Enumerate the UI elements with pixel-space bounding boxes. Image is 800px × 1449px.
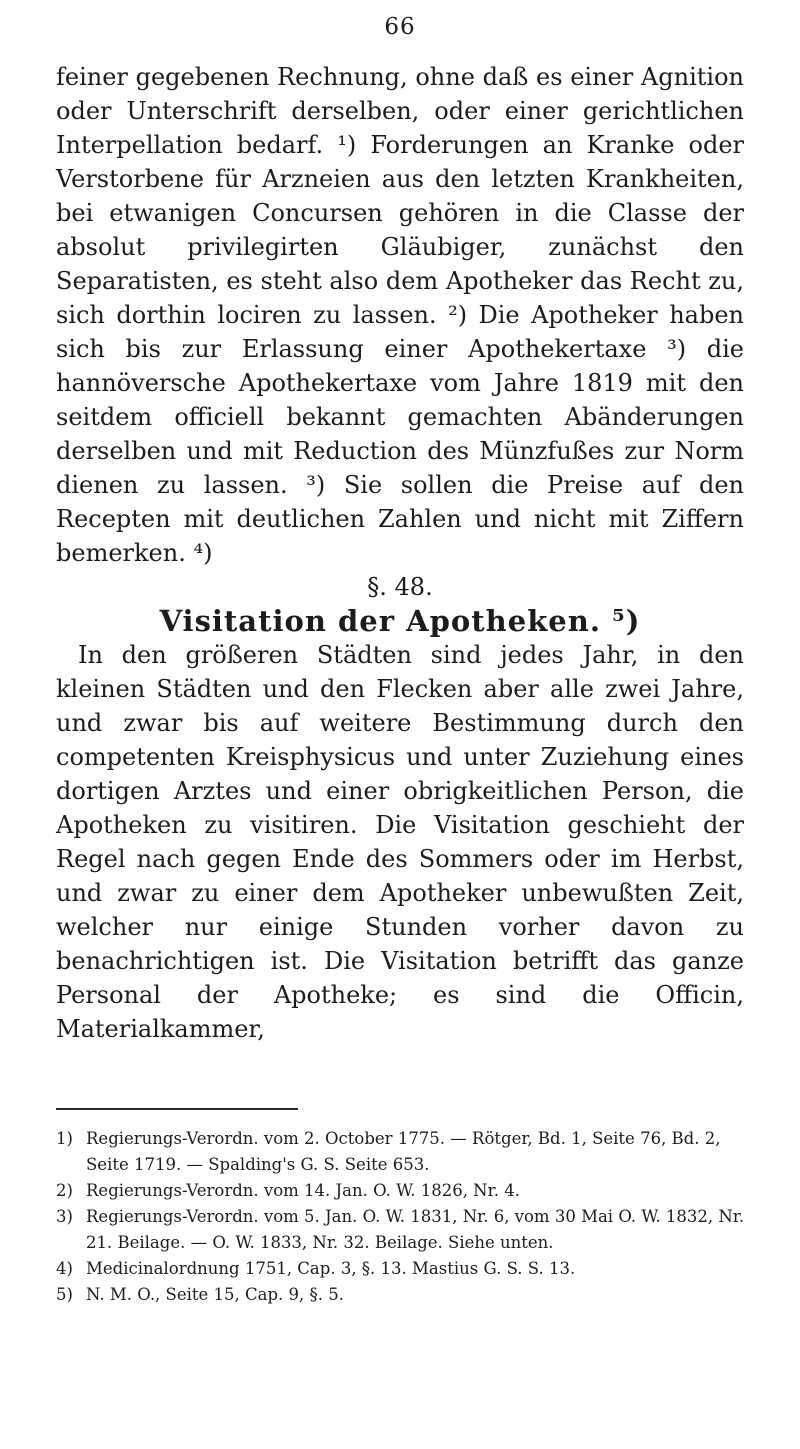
section-heading: Visitation der Apotheken. ⁵) — [159, 604, 641, 638]
body-text — [56, 60, 744, 1046]
footnote-text: N. M. O., Seite 15, Cap. 9, §. 5. — [86, 1285, 345, 1304]
footnote-number: 3) — [56, 1207, 73, 1226]
footnote — [56, 1282, 756, 1308]
footnote — [56, 1204, 756, 1256]
footnotes — [56, 1126, 756, 1308]
footnote-number: 1) — [56, 1129, 73, 1148]
footnote-text: Regierungs-Verordn. vom 14. Jan. O. W. 1826, Nr. 4. — [86, 1181, 520, 1200]
footnote-number: 5) — [56, 1285, 73, 1304]
footnote-number: 4) — [56, 1259, 73, 1278]
footnote-text: Regierungs-Verordn. vom 5. Jan. O. W. 1831, Nr. 6, vom 30 Mai O. W. 1832, Nr. 21. Beilage. — O. W. 1833, Nr. 32. Beilage. Siehe unten. — [86, 1207, 745, 1252]
footnote-text: Regierungs-Verordn. vom 2. October 1775. — Rötger, Bd. 1, Seite 76, Bd. 2, Seite 1719. — Spalding's G. S. Seite 653. — [86, 1129, 721, 1174]
paragraph-number: §. 48. — [367, 573, 433, 601]
footnote — [56, 1256, 756, 1282]
footnote — [56, 1126, 756, 1178]
page-number: 66 — [384, 14, 416, 40]
section-paragraph: In den größeren Städten sind jedes Jahr, in den kleinen Städten und den Flecken aber alle zwei Jahre, und zwar bis auf weitere Bestimmung durch den competenten Kreisphysicus und unter Zuziehung eines dortigen Arztes und einer obrigkeitlichen Person, die Apotheken zu visitiren. Die Visitation geschieht der Regel nach gegen Ende des Sommers oder im Herbst, und zwar zu einer dem Apotheker unbewußten Zeit, welcher nur einige Stunden vorher davon zu benachrichtigen ist. Die Visitation betrifft das ganze Personal der Apotheke; es sind die Officin, Materialkammer, — [56, 641, 744, 1043]
paragraph-continued: feiner gegebenen Rechnung, ohne daß es einer Agnition oder Unterschrift derselben, oder einer gerichtlichen Interpellation bedarf. ¹) Forderungen an Kranke oder Verstorbene für Arzneien aus den letzten Krankheiten, bei etwanigen Concursen gehören in die Classe der absolut privilegirten Gläubiger, zunächst den Separatisten, es steht also dem Apotheker das Recht zu, sich dorthin lociren zu lassen. ²) Die Apotheker haben sich bis zur Erlassung einer Apothekertaxe ³) die hannöversche Apothekertaxe vom Jahre 1819 mit den seitdem officiell bekannt gemachten Abänderungen derselben und mit Reduction des Münzfußes zur Norm dienen zu lassen. ³) Sie sollen die Preise auf den Recepten mit deutlichen Zahlen und nicht mit Ziffern bemerken. ⁴) — [56, 63, 744, 567]
footnote-number: 2) — [56, 1181, 73, 1200]
footnote-text: Medicinalordnung 1751, Cap. 3, §. 13. Mastius G. S. S. 13. — [86, 1259, 576, 1278]
footnote — [56, 1178, 756, 1204]
footnote-separator — [56, 1108, 298, 1110]
